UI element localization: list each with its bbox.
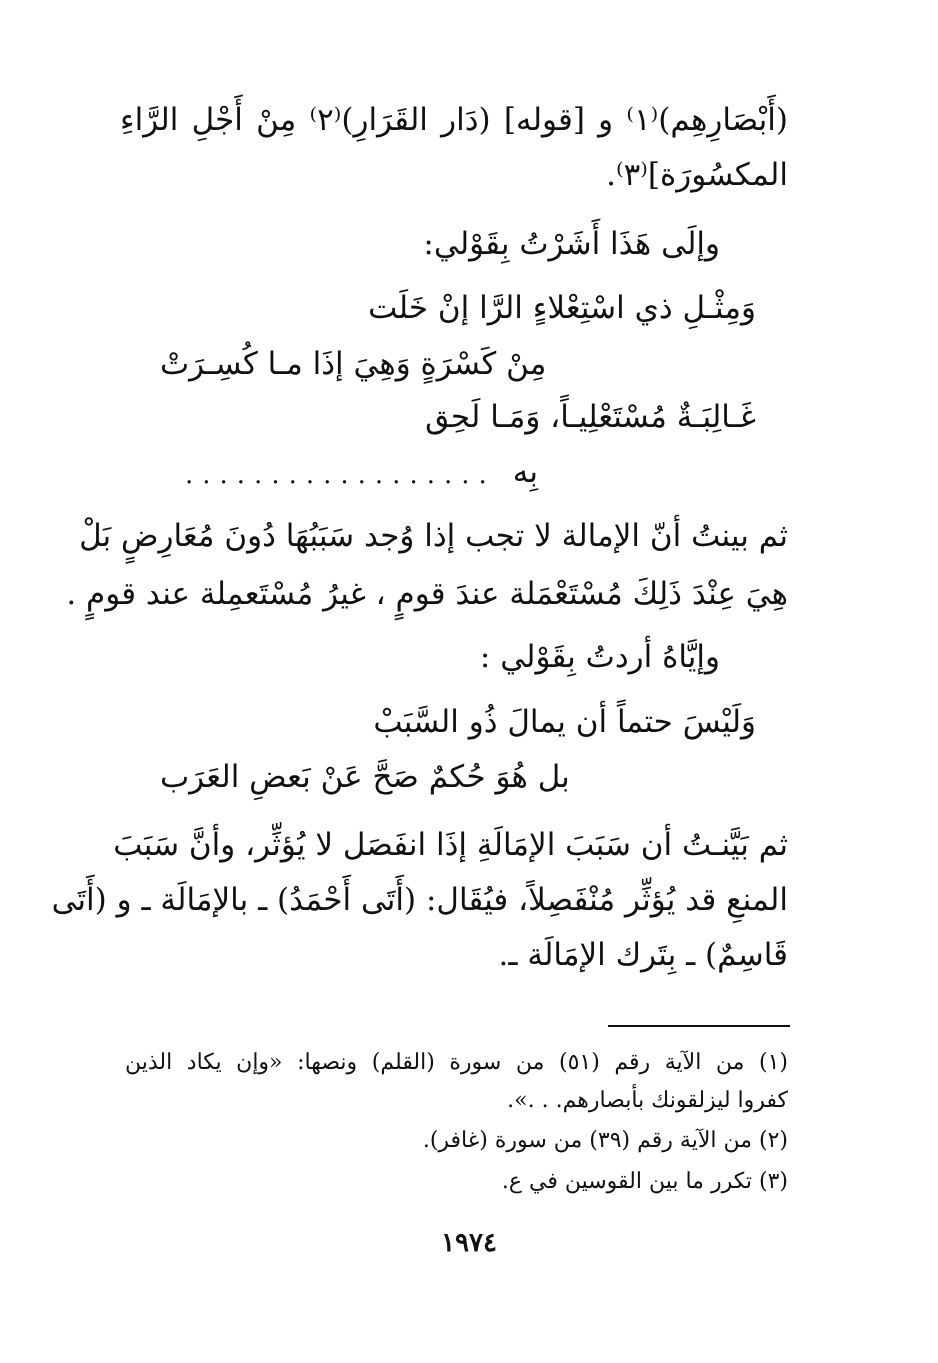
body-line-6: وإيَّاهُ أردتُ بِقَوْلي :: [479, 639, 720, 675]
body-line-5: هِيَ عِنْدَ ذَلِكَ مُسْتَعْمَلة عندَ قومٍ ، غيرُ مُسْتَعمِلة عند قومٍ .: [66, 576, 788, 612]
body-line-1: (أَبْصَارِهِم)⁽١⁾ و [قوله] (دَار القَرَارِ)⁽٢⁾ مِنْ أَجْلِ الرَّاءِ: [120, 102, 788, 138]
verse-3-second-hemistich: بل هُوَ حُكمٌ صَحَّ عَنْ بَعضِ العَرَب: [160, 759, 570, 795]
verse-2-first-hemistich: غَـالِبَـةٌ مُسْتَعْلِيـاً، وَمَـا لَحِق: [425, 399, 756, 435]
verse-3-first-hemistich: وَلَيْسَ حتماً أن يمالَ ذُو السَّبَبْ: [373, 704, 756, 740]
body-line-2: المكسُورَة]⁽٣⁾.: [606, 157, 788, 193]
body-line-8: المنعِ قد يُؤثِّر مُنْفَصِلاً، فيُقَال: (أَتَى أَحْمَدُ) ـ بالإمَالَة ـ و (أَتَى: [51, 882, 788, 918]
ellipsis-dots: ..................: [185, 460, 496, 490]
verse-1-first-hemistich: وَمِثْـلِ ذي اسْتِعْلاءٍ الرَّا إنْ خَلَت: [368, 290, 756, 326]
body-line-9: قَاسِمٌ) ـ بِتَرك الإمَالَة ـ.: [498, 937, 788, 973]
verse-1-second-hemistich: مِنْ كَسْرَةٍ وَهِيَ إذَا مـا كُسِـرَتْ: [160, 346, 547, 382]
footnote-1-continuation: كفروا ليزلقونك بأبصارهم. . .».: [507, 1088, 788, 1113]
footnote-3: (٣) تكرر ما بين القوسين في ع.: [501, 1169, 788, 1194]
body-line-4: ثم بينتُ أنّ الإمالة لا تجب إذا وُجد سَبَبُهَا دُونَ مُعَارِضٍ بَلْ: [79, 518, 788, 554]
footnote-separator: [608, 1025, 790, 1027]
page-number: ١٩٧٤: [441, 1228, 497, 1258]
body-line-3: وإلَى هَذَا أَشَرْتُ بِقَوْلي:: [423, 226, 720, 262]
body-line-7: ثم بَيَّنـتُ أن سَبَبَ الإمَالَةِ إذَا انفَصَل لا يُؤثِّر، وأنَّ سَبَبَ: [113, 827, 788, 863]
footnote-1: (١) من الآية رقم (٥١) من سورة (القلم) ونصها: «وإن يكاد الذين: [125, 1050, 788, 1075]
verse-2-continuation: بِه: [512, 454, 538, 490]
footnote-2: (٢) من الآية رقم (٣٩) من سورة (غافر).: [422, 1128, 788, 1153]
